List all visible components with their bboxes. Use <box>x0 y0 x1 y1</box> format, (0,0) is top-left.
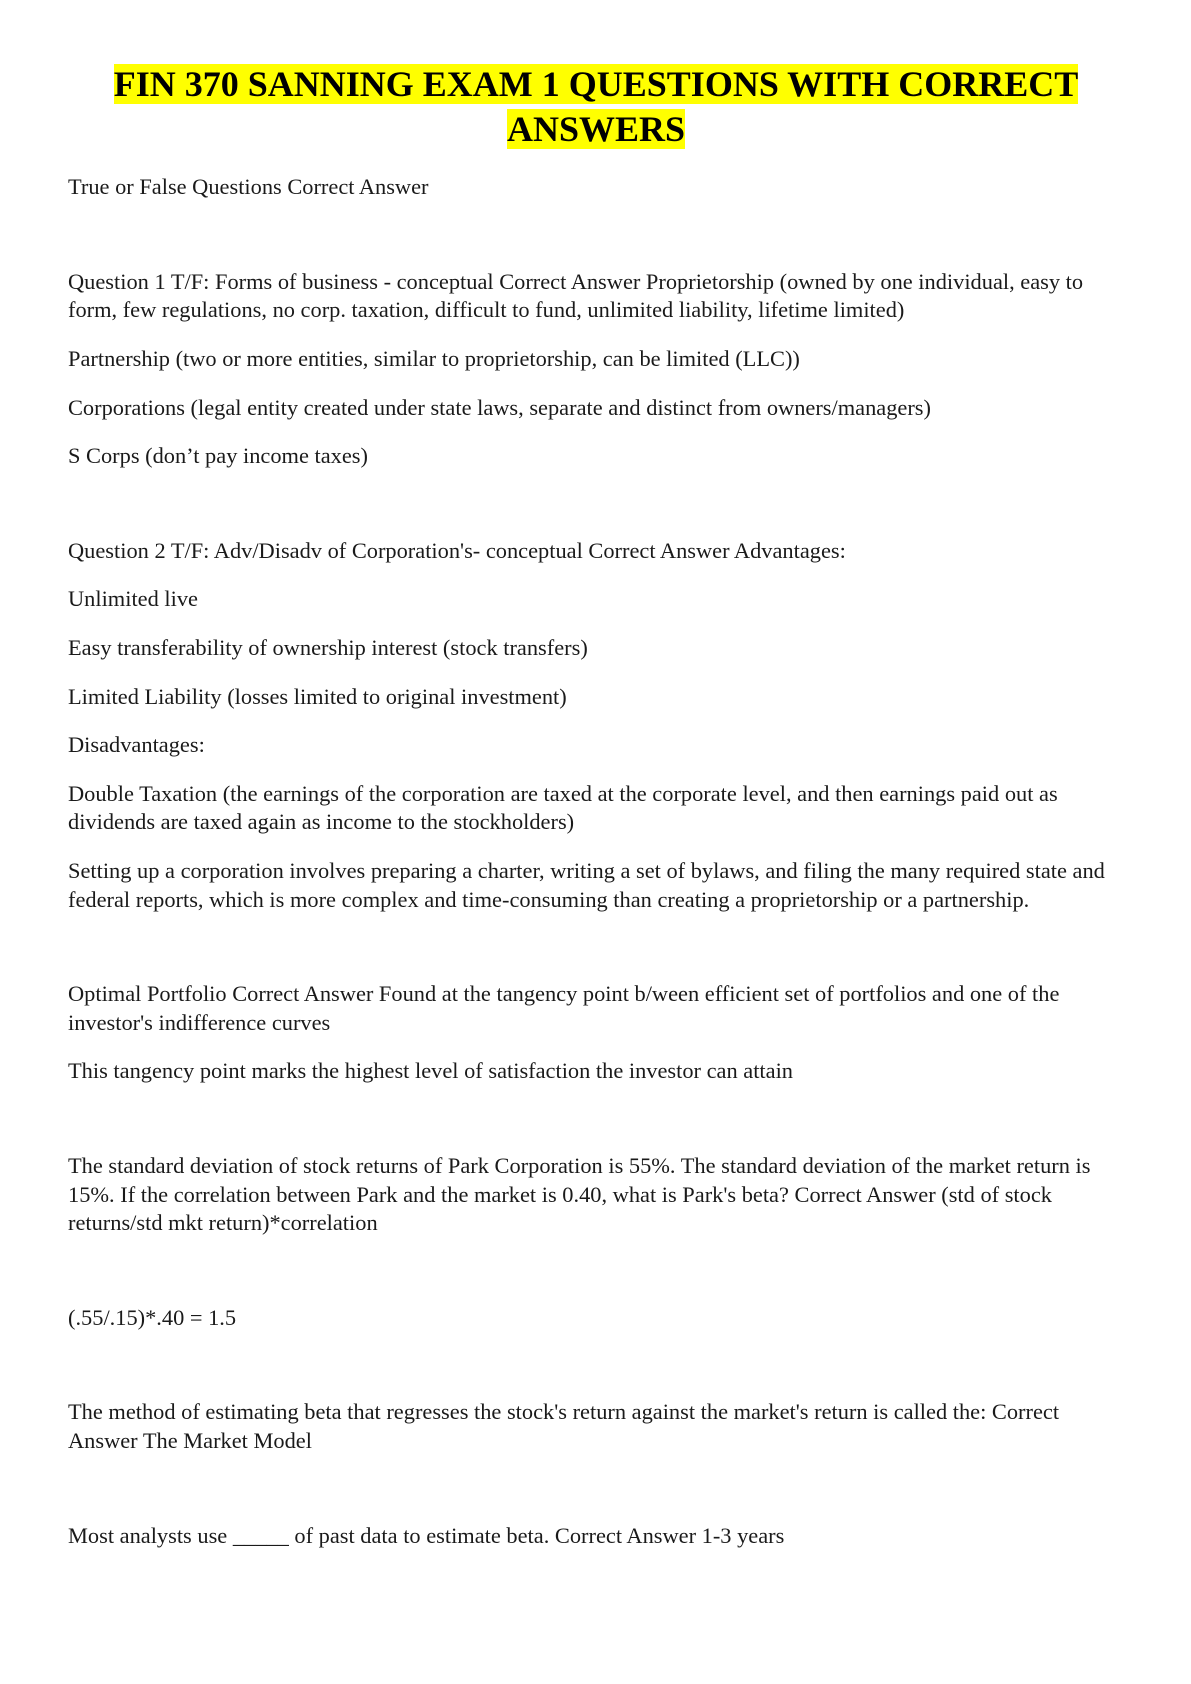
q2-advantage-2: Easy transferability of ownership interest (stock transfers) <box>68 635 588 660</box>
optimal-portfolio-note: This tangency point marks the highest level of satisfaction the investor can attain <box>68 1058 794 1084</box>
question-1: Question 1 T/F: Forms of business - conceptual Correct Answer Proprietorship (owned by one individual, easy to form, few regulations, no corp. taxation, difficult to fund, unlimited liability, lifetime limited) <box>68 268 1084 323</box>
q2-disadvantage-1: Double Taxation (the earnings of the corporation are taxed at the corporate level, and then earnings paid out as dividends are taxed again as income to the stockholders) <box>68 780 1058 835</box>
question-2: Question 2 T/F: Adv/Disadv of Corporation's- conceptual Correct Answer Advantages: <box>68 537 846 563</box>
beta-calculation: (.55/.15)*.40 = 1.5 <box>68 1304 237 1330</box>
q2-disadvantage-2: Setting up a corporation involves preparing a charter, writing a set of bylaws, and filing the many required state and federal reports, which is more complex and time-consuming than creating a proprietorship or a partnership. <box>68 857 1105 912</box>
document-title: FIN 370 SANNING EXAM 1 QUESTIONS WITH CORRECT ANSWERS <box>113 64 1079 149</box>
analysts-question: Most analysts use _____ of past data to estimate beta. Correct Answer 1-3 years <box>68 1522 785 1548</box>
intro-text: True or False Questions Correct Answer <box>68 174 429 200</box>
q1-corporations: Corporations (legal entity created under state laws, separate and distinct from owners/managers) <box>68 394 931 420</box>
q1-s-corps: S Corps (don’t pay income taxes) <box>68 443 368 469</box>
q2-disadvantages-heading: Disadvantages: <box>68 732 205 758</box>
beta-question: The standard deviation of stock returns of Park Corporation is 55%. The standard deviation of the market return is 15%. If the correlation between Park and the market is 0.40, what is Park's beta? Correct Answer (std of stock returns/std mkt return)*correlation <box>68 1152 1091 1236</box>
document-page <box>68 62 1124 1570</box>
q2-advantage-1: Unlimited live <box>68 586 198 612</box>
q1-partnership: Partnership (two or more entities, similar to proprietorship, can be limited (LLC)) <box>68 346 800 372</box>
optimal-portfolio-question: Optimal Portfolio Correct Answer Found at the tangency point b/ween efficient set of portfolios and one of the investor's indifference curves <box>68 981 1060 1035</box>
title-block <box>68 62 1124 151</box>
q2-advantage-3: Limited Liability (losses limited to original investment) <box>68 683 567 709</box>
market-model-question: The method of estimating beta that regresses the stock's return against the market's return is called the: Correct Answer The Market Model <box>68 1399 1060 1453</box>
